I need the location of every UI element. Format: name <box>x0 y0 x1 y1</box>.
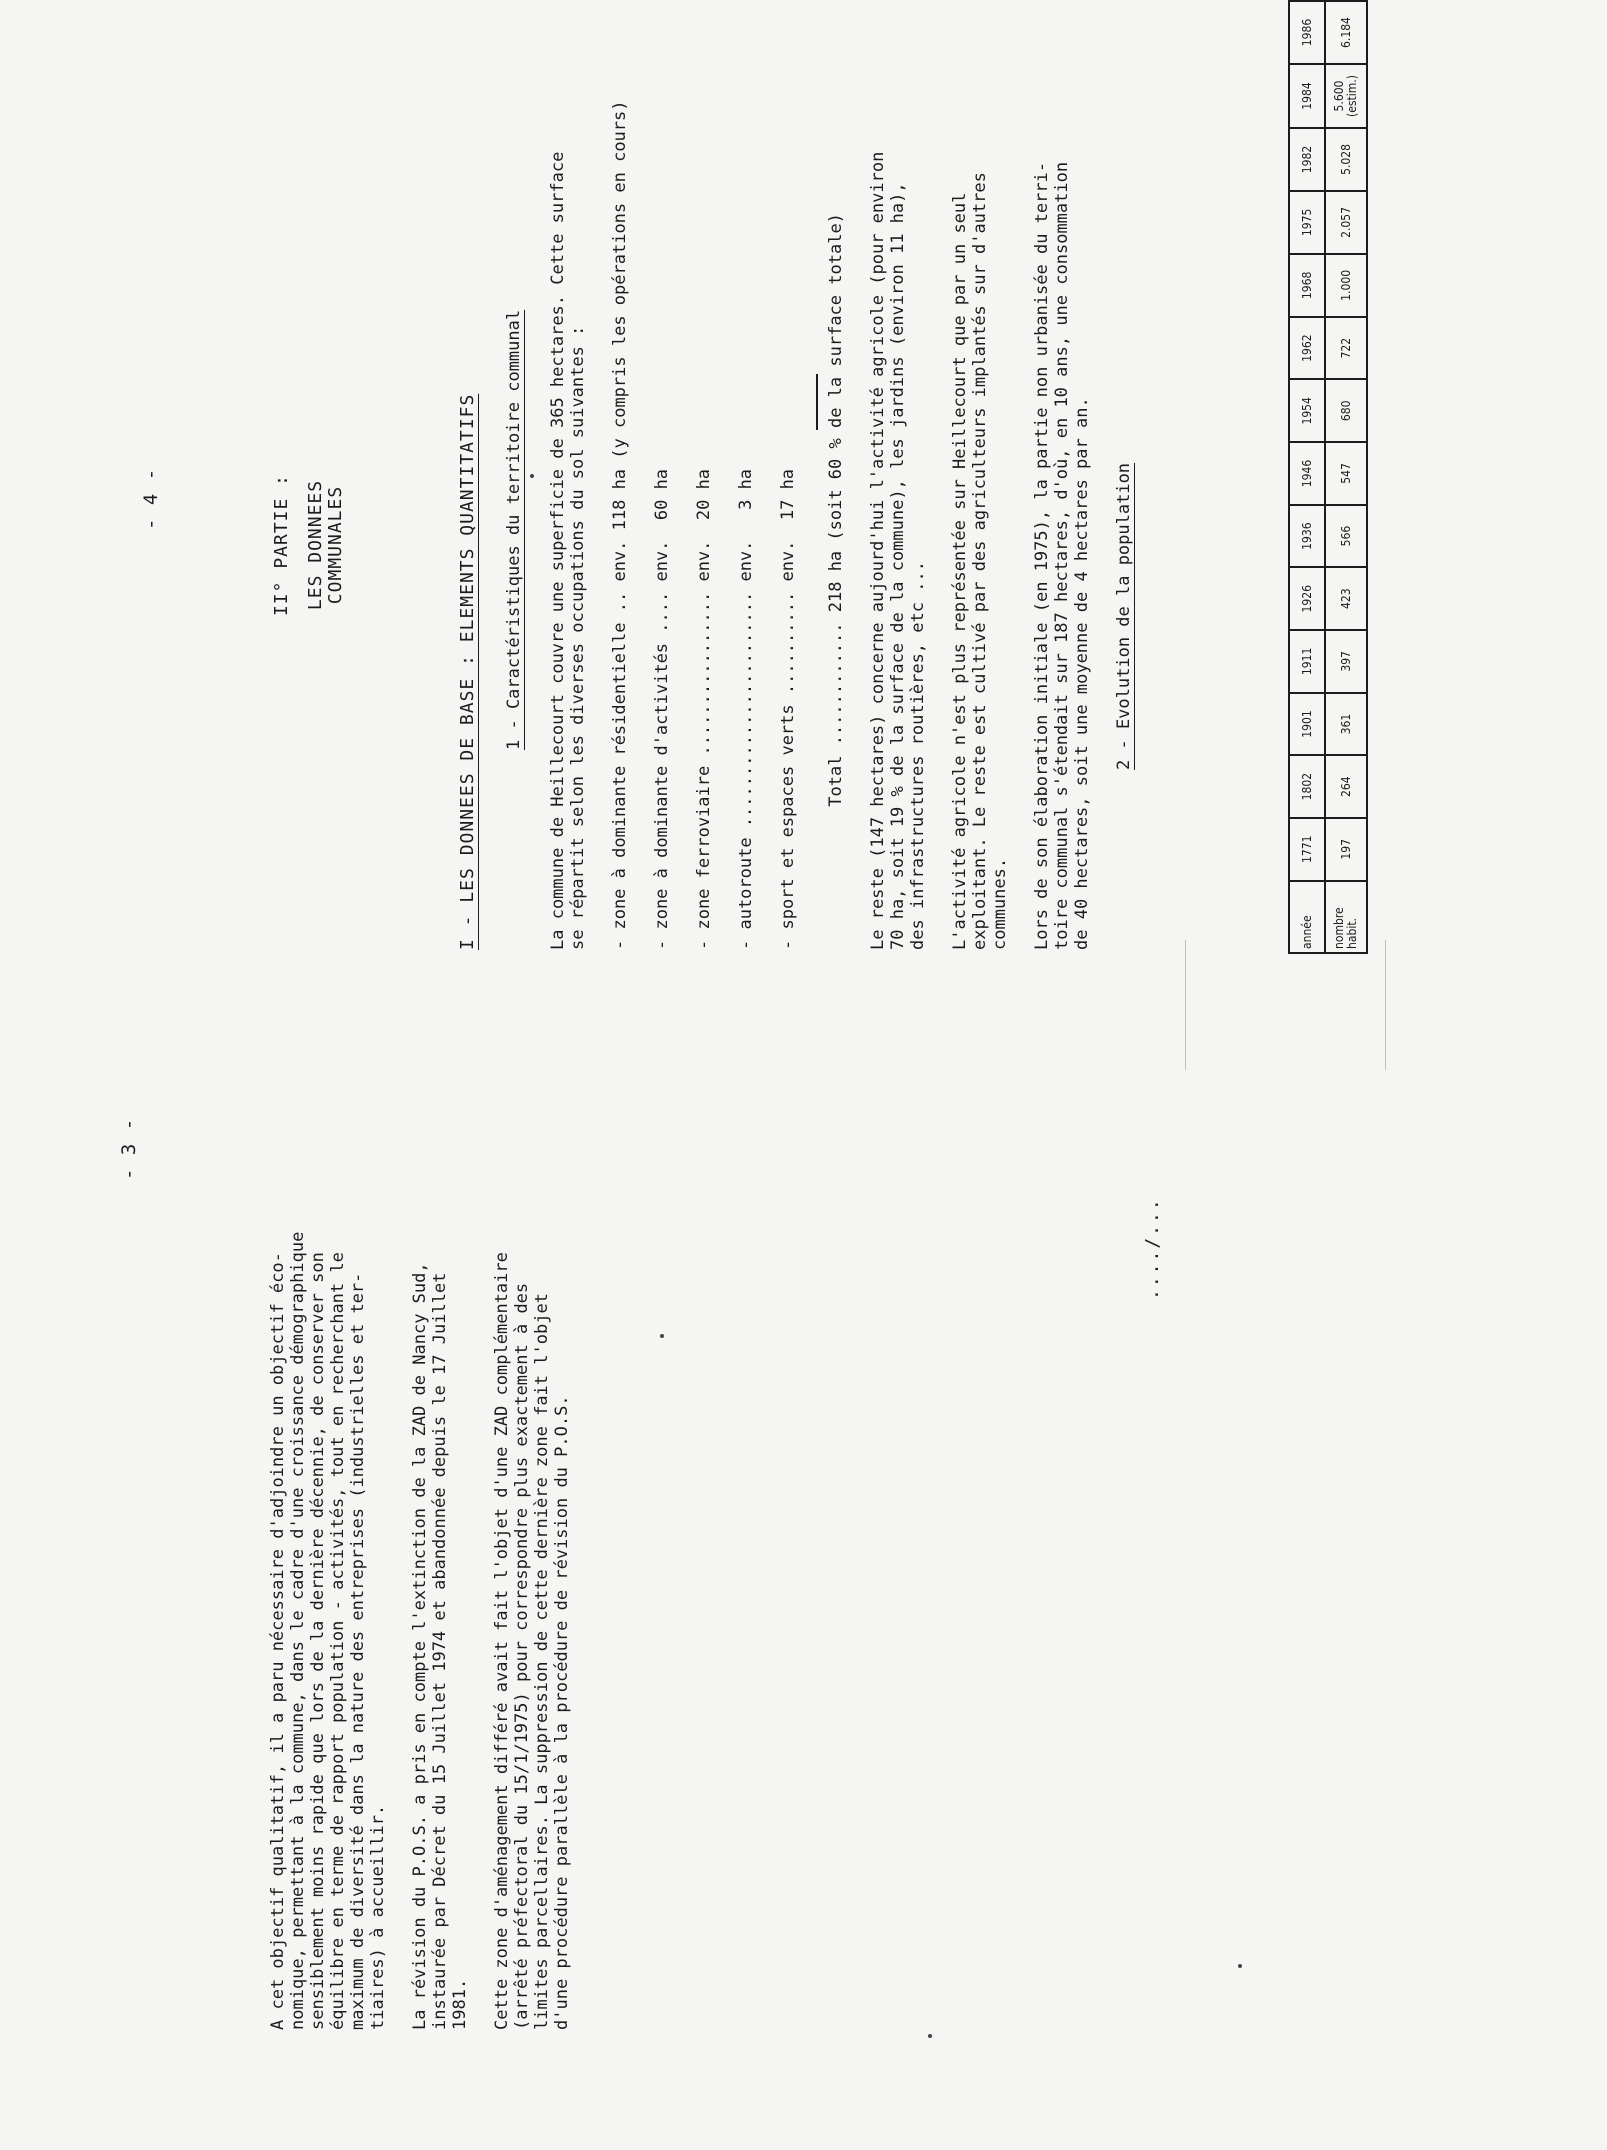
text-line: nomique, permettant à la commune, dans le cadre d'une croissance démographique <box>288 1231 308 2030</box>
table-header-inhabitants: nombre habit. <box>1325 881 1367 953</box>
table-cell-year: 1975 <box>1289 191 1325 254</box>
list-item: - zone à dominante d'activités .... env. 60 ha <box>652 468 672 950</box>
table-row-inhabitants <box>1325 1 1367 953</box>
table-cell-year: 1926 <box>1289 567 1325 630</box>
scan-speck <box>928 2034 932 2038</box>
table-cell-value: 547 <box>1325 442 1367 505</box>
table-cell-year: 1962 <box>1289 317 1325 380</box>
text-line: instaurée par Décret du 15 Juillet 1974 et abandonnée depuis le 17 Juillet <box>430 1272 450 2030</box>
table-row-years <box>1289 1 1325 953</box>
part-subtitle: LES DONNEES COMMUNALES <box>305 479 346 611</box>
table-cell-value: 5.028 <box>1325 128 1367 191</box>
table-cell-year: 1968 <box>1289 254 1325 317</box>
table-cell-year: 1771 <box>1289 818 1325 881</box>
text-line: des infrastructures routières, etc ... <box>908 561 928 950</box>
part-title-block <box>272 420 346 670</box>
total-rule <box>816 374 818 430</box>
table-header-year: année <box>1289 881 1325 953</box>
section-heading: I - LES DONNEES DE BASE : ELEMENTS QUANTITATIFS <box>457 393 478 950</box>
continuation-mark: ..../... <box>1142 1197 1163 1300</box>
text-line: 70 ha, soit 19 % de la surface de la commune), les jardins (environ 11 ha), <box>888 182 908 950</box>
text-line: communes. <box>990 857 1010 950</box>
table-cell-value: 2.057 <box>1325 191 1367 254</box>
list-item: - zone à dominante résidentielle .. env. 118 ha (y compris les opérations en cours) <box>610 100 630 950</box>
text-line: d'une procédure parallèle à la procédure de révision du P.O.S. <box>552 1395 572 2030</box>
list-item: - zone ferroviaire ................ env. 20 ha <box>694 468 714 950</box>
text-line: de 40 hectares, soit une moyenne de 4 hectares par an. <box>1072 397 1092 950</box>
table-cell-year: 1936 <box>1289 505 1325 568</box>
table-cell-year: 1954 <box>1289 379 1325 442</box>
table-cell-year: 1986 <box>1289 1 1325 64</box>
scan-speck <box>660 1334 664 1338</box>
text-line: Lors de son élaboration initiale (en 1975), la partie non urbanisée du terri- <box>1032 161 1052 950</box>
subsection-heading-territory: 1 - Caractéristiques du territoire communal <box>504 309 524 750</box>
table-cell-value: 680 <box>1325 379 1367 442</box>
paragraph-elaboration <box>1032 0 1092 950</box>
table-cell-value: 6.184 <box>1325 1 1367 64</box>
list-item: - sport et espaces verts .......... env. 17 ha <box>778 468 798 950</box>
text-line: se répartit selon les diverses occupations du sol suivantes : <box>568 325 588 950</box>
population-table <box>1288 0 1368 954</box>
text-line: exploitant. Le reste est cultivé par des agriculteurs implantés sur d'autres <box>970 172 990 950</box>
table-cell-year: 1982 <box>1289 128 1325 191</box>
table-cell-value: 5.600 (estim.) <box>1325 64 1367 128</box>
text-line: Le reste (147 hectares) concerne aujourd'hui l'activité agricole (pour environ <box>868 151 888 950</box>
text-line: tiaires) à accueillir. <box>368 1804 388 2030</box>
table-cell-year: 1802 <box>1289 755 1325 818</box>
total-line: Total ............ 218 ha (soit 60 % de la surface totale) <box>826 213 846 950</box>
text-line: limites parcellaires. La suppression de cette dernière zone fait l'objet <box>532 1293 552 2030</box>
page3-paragraph-2 <box>410 1130 470 2030</box>
page-number-3: - 3 - <box>118 1117 140 1180</box>
table-cell-value: 423 <box>1325 567 1367 630</box>
intro-paragraph <box>548 0 588 950</box>
text-line: équilibre en terme de rapport population - activités, tout en recherchant le <box>328 1252 348 2030</box>
list-item: - autoroute ....................... env. 3 ha <box>736 468 756 950</box>
table-cell-value: 1.000 <box>1325 254 1367 317</box>
gutter-line <box>1185 940 1186 1070</box>
table-cell-value: 722 <box>1325 317 1367 380</box>
table-cell-year: 1984 <box>1289 64 1325 128</box>
page4-body <box>458 0 1134 950</box>
page-number-4: - 4 - <box>140 467 162 530</box>
paragraph-agriculture <box>950 0 1010 950</box>
land-use-list <box>610 0 798 950</box>
table-cell-year: 1901 <box>1289 693 1325 756</box>
page3-paragraph-1 <box>268 1130 388 2030</box>
part-title: II° PARTIE : <box>271 473 292 617</box>
text-line: (arrêté préfectoral du 15/1/1975) pour correspondre plus exactement à des <box>512 1282 532 2030</box>
text-line: La commune de Heillecourt couvre une superficie de 365 hectares. Cette surface <box>548 151 568 950</box>
text-line: L'activité agricole n'est plus représentée sur Heillecourt que par un seul <box>950 192 970 950</box>
page3-paragraph-3 <box>492 1130 572 2030</box>
text-line: maximum de diversité dans la nature des entreprises (industrielles et ter- <box>348 1272 368 2030</box>
paragraph-remainder <box>868 0 928 950</box>
table-cell-year: 1911 <box>1289 630 1325 693</box>
table-cell-value: 397 <box>1325 630 1367 693</box>
page3-body <box>268 1130 594 2030</box>
text-line: sensiblement moins rapide que lors de la dernière décennie, de conserver son <box>308 1252 328 2030</box>
table-cell-value: 361 <box>1325 693 1367 756</box>
table-cell-value: 197 <box>1325 818 1367 881</box>
subsection-heading-population: 2 - Evolution de la population <box>1114 462 1134 770</box>
table-cell-value: 566 <box>1325 505 1367 568</box>
table-cell-value: 264 <box>1325 755 1367 818</box>
text-line: La révision du P.O.S. a pris en compte l'extinction de la ZAD de Nancy Sud, <box>410 1262 430 2030</box>
text-line: A cet objectif qualitatif, il a paru nécessaire d'adjoindre un objectif éco- <box>268 1252 288 2030</box>
text-line: toire communal s'étendait sur 187 hectares, d'où, en 10 ans, une consommation <box>1052 161 1072 950</box>
table-cell-year: 1946 <box>1289 442 1325 505</box>
scan-speck <box>1238 1964 1242 1968</box>
gutter-line <box>1385 940 1386 1070</box>
text-line: 1981. <box>450 1978 470 2030</box>
text-line: Cette zone d'aménagement différé avait fait l'objet d'une ZAD complémentaire <box>492 1252 512 2030</box>
